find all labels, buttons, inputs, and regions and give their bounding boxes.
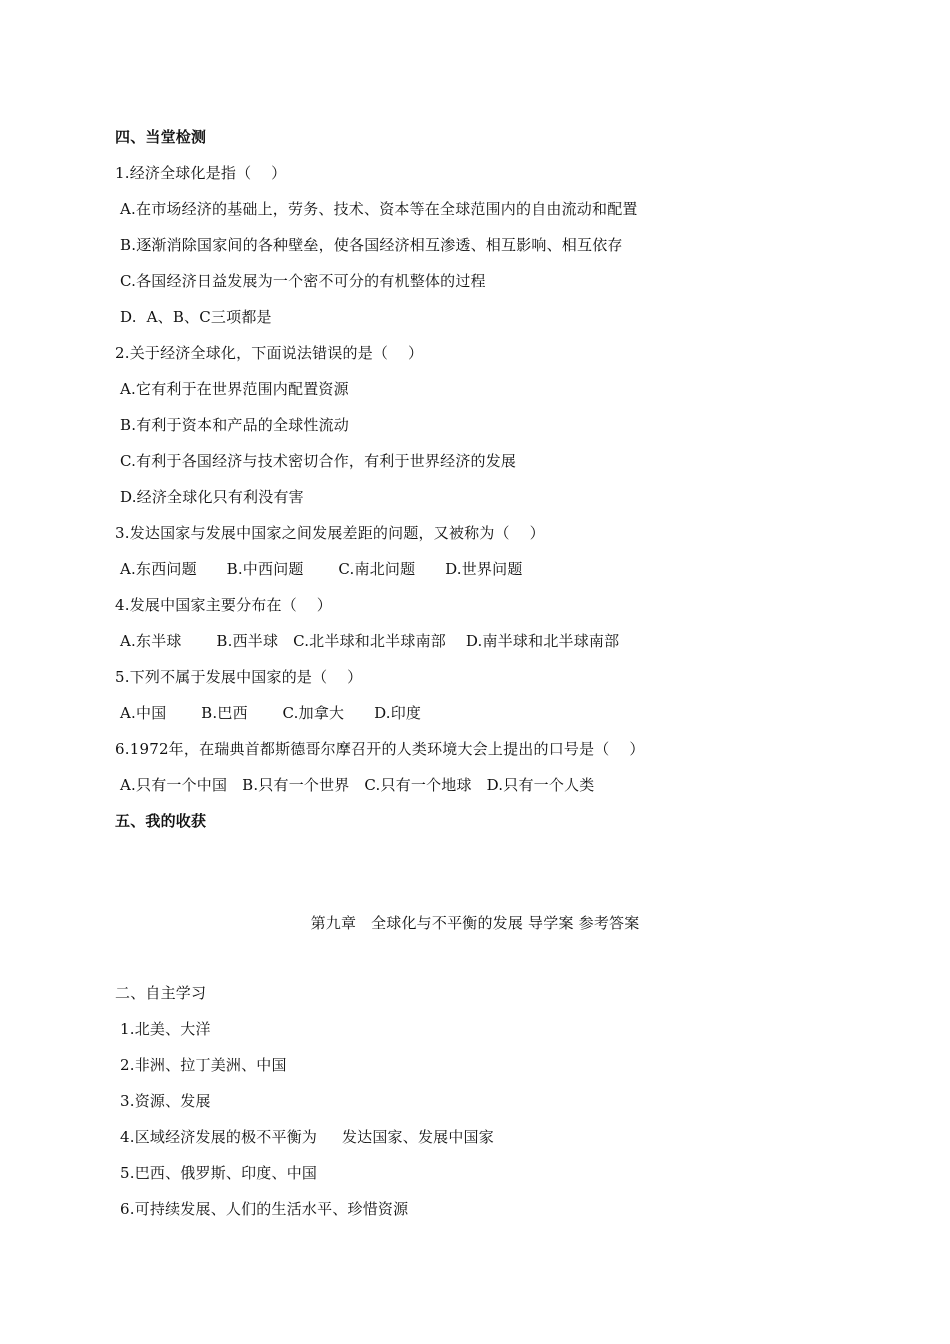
answer-item-2: 2.非洲、拉丁美洲、中国 xyxy=(120,1056,287,1074)
question-1-option-c: C.各国经济日益发展为一个密不可分的有机整体的过程 xyxy=(120,272,486,290)
question-5-options: A.中国 B.巴西 C.加拿大 D.印度 xyxy=(120,704,422,722)
answer-item-5: 5.巴西、俄罗斯、印度、中国 xyxy=(120,1164,318,1182)
question-2-stem: 2.关于经济全球化，下面说法错误的是（ ） xyxy=(115,344,424,362)
question-1-option-a: A.在市场经济的基础上，劳务、技术、资本等在全球范围内的自由流动和配置 xyxy=(120,200,638,218)
question-5-stem: 5.下列不属于发展中国家的是（ ） xyxy=(115,668,363,686)
question-1-option-d: D. A、B、C三项都是 xyxy=(120,308,272,326)
answers-subheading: 二、自主学习 xyxy=(115,984,207,1002)
answers-title: 第九章 全球化与不平衡的发展 导学案 参考答案 xyxy=(310,914,640,932)
question-2-option-c: C.有利于各国经济与技术密切合作，有利于世界经济的发展 xyxy=(120,452,517,470)
answer-item-4: 4.区域经济发展的极不平衡为 发达国家、发展中国家 xyxy=(120,1128,494,1146)
question-1-stem: 1.经济全球化是指（ ） xyxy=(115,164,287,182)
answer-item-1: 1.北美、大洋 xyxy=(120,1020,211,1038)
answer-item-6: 6.可持续发展、人们的生活水平、珍惜资源 xyxy=(120,1200,409,1218)
question-2-option-a: A.它有利于在世界范围内配置资源 xyxy=(120,380,349,398)
question-4-options: A.东半球 B.西半球 C.北半球和北半球南部 D.南半球和北半球南部 xyxy=(120,632,620,650)
question-4-stem: 4.发展中国家主要分布在（ ） xyxy=(115,596,332,614)
answer-item-3: 3.资源、发展 xyxy=(120,1092,211,1110)
question-1-option-b: B.逐渐消除国家间的各种壁垒，使各国经济相互渗透、相互影响、相互依存 xyxy=(120,236,623,254)
section-heading-test: 四、当堂检测 xyxy=(115,128,207,146)
question-6-stem: 6.1972年，在瑞典首都斯德哥尔摩召开的人类环境大会上提出的口号是（ ） xyxy=(115,740,645,758)
question-3-stem: 3.发达国家与发展中国家之间发展差距的问题，又被称为（ ） xyxy=(115,524,545,542)
question-2-option-b: B.有利于资本和产品的全球性流动 xyxy=(120,416,349,434)
section-heading-gains: 五、我的收获 xyxy=(115,812,207,830)
question-3-options: A.东西问题 B.中西问题 C.南北问题 D.世界问题 xyxy=(120,560,523,578)
question-6-options: A.只有一个中国 B.只有一个世界 C.只有一个地球 D.只有一个人类 xyxy=(120,776,595,794)
question-2-option-d: D.经济全球化只有利没有害 xyxy=(120,488,304,506)
